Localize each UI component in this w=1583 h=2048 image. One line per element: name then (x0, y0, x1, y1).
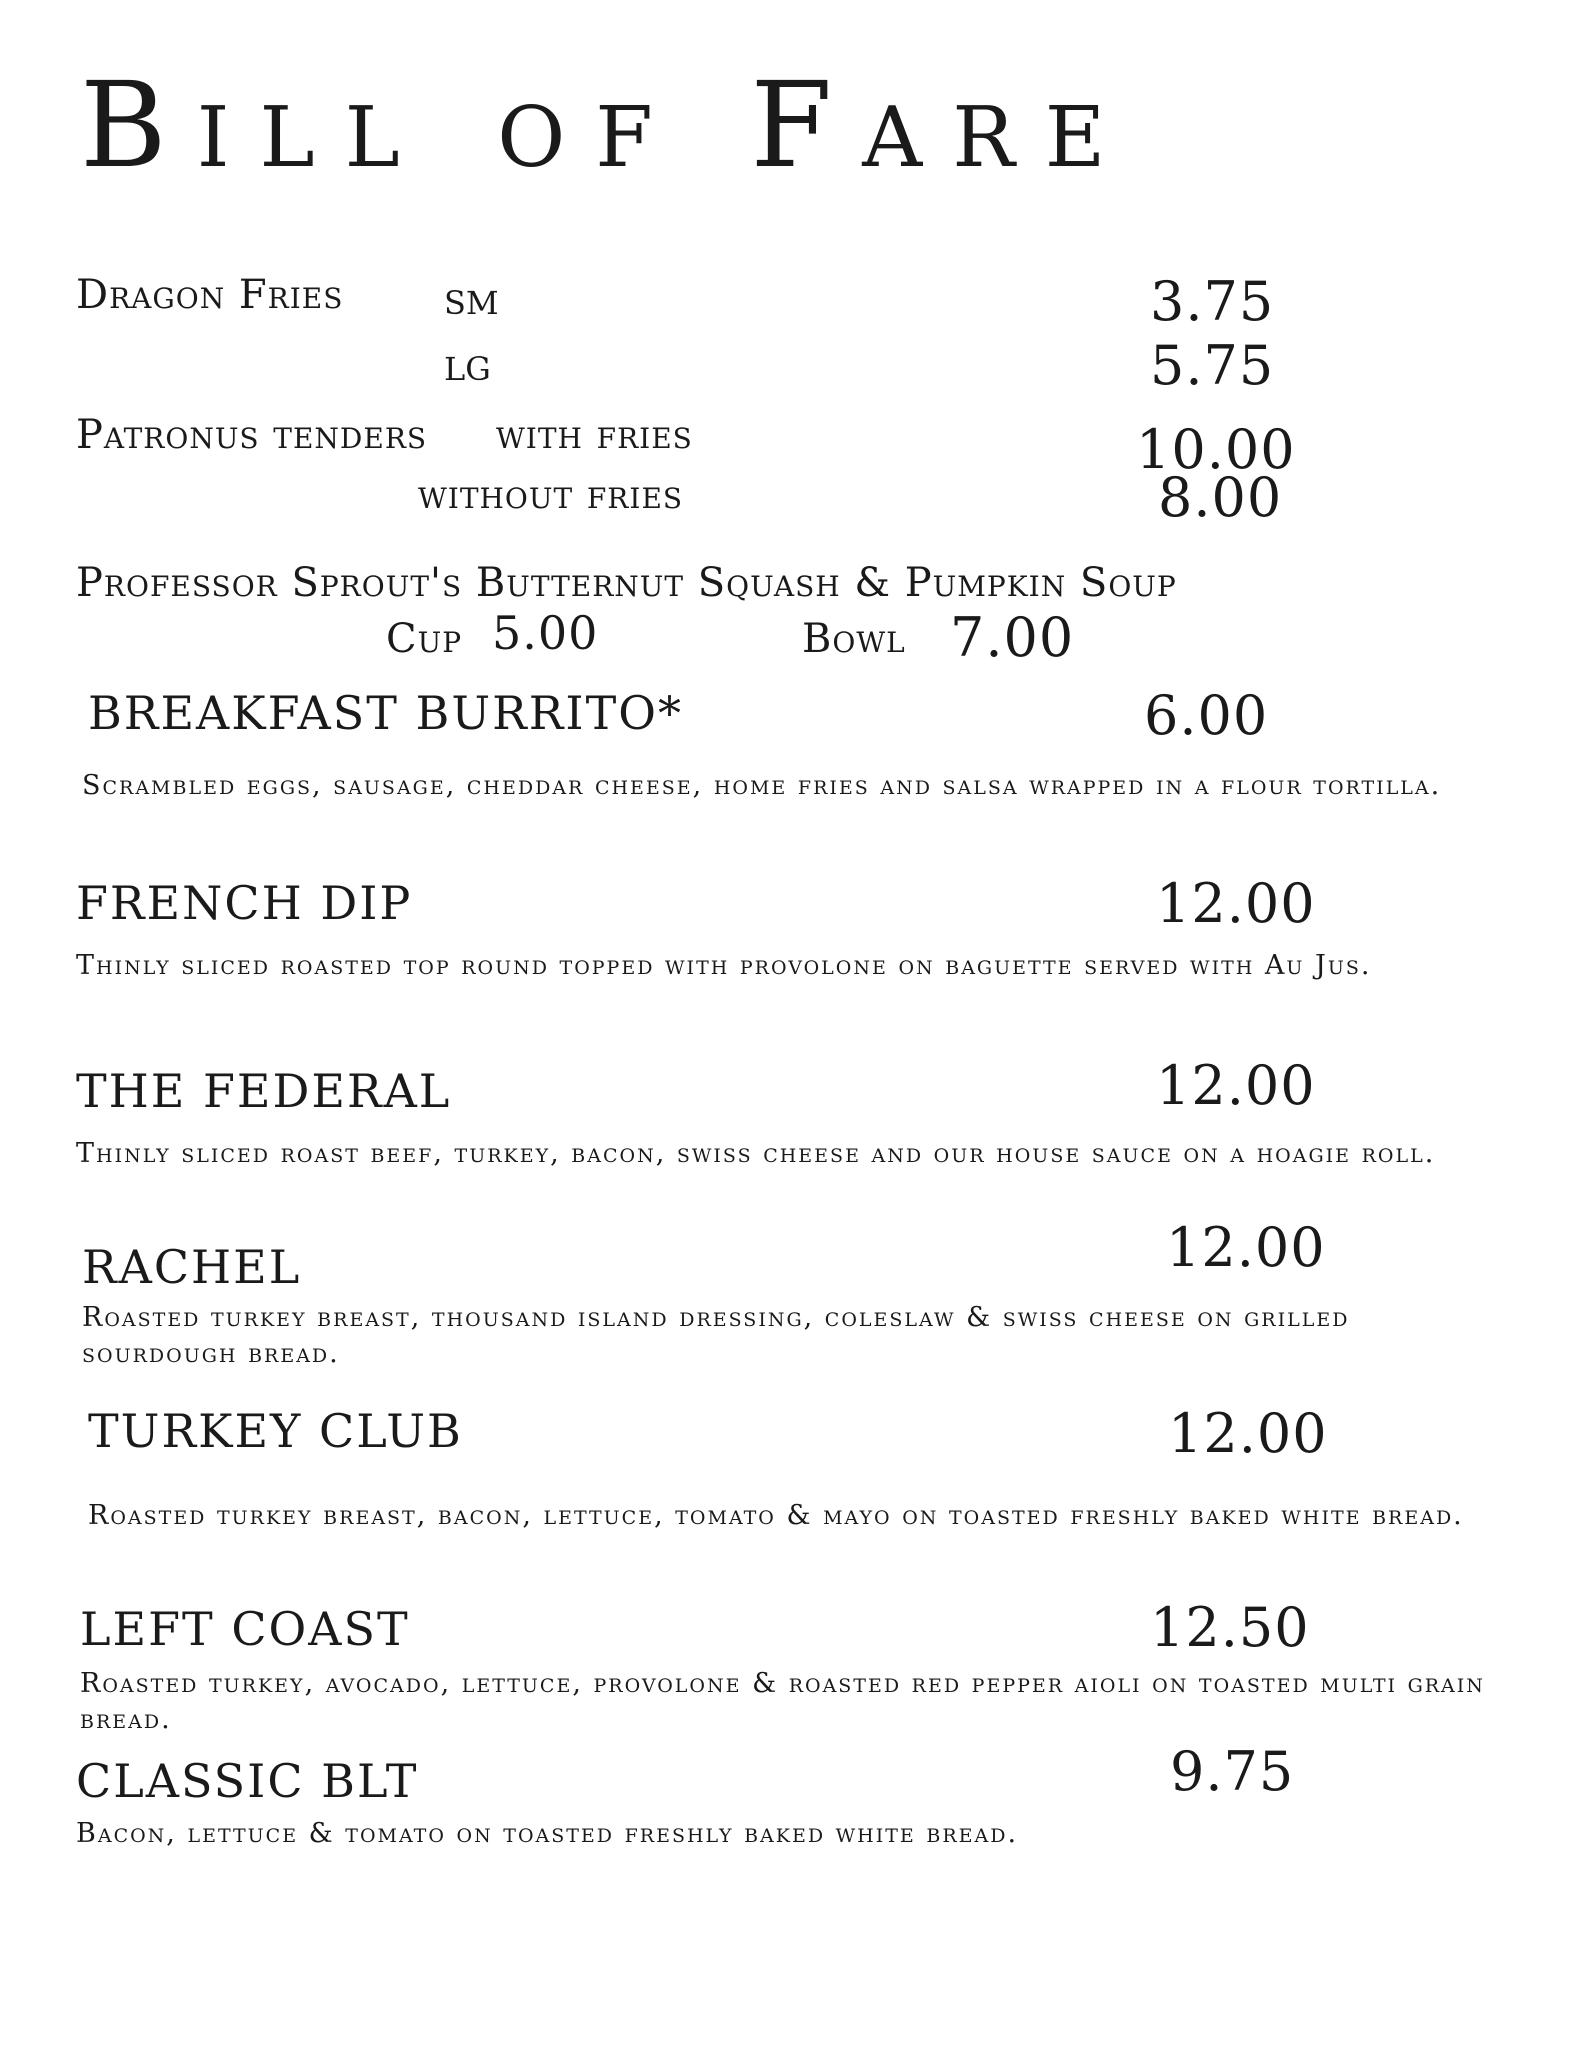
price-dragon-fries-sm: 3.75 (1150, 270, 1275, 333)
desc-breakfast-burrito: Scrambled eggs, sausage, cheddar cheese, home fries and salsa wrapped in a flour tortilla. (82, 770, 1442, 801)
option-without-fries: without fries (418, 472, 684, 518)
option-with-fries: with fries (496, 412, 693, 458)
item-name-left-coast: LEFT COAST (80, 1602, 410, 1656)
soup-cup-price: 5.00 (492, 606, 599, 660)
price-left-coast: 12.50 (1150, 1596, 1310, 1659)
item-name-turkey-club: TURKEY CLUB (88, 1404, 463, 1458)
price-rachel: 12.00 (1166, 1216, 1326, 1279)
item-name-classic-blt: CLASSIC BLT (76, 1754, 419, 1808)
desc-the-federal: Thinly sliced roast beef, turkey, bacon, swiss cheese and our house sauce on a hoagie roll. (76, 1138, 1436, 1169)
item-name-french-dip: FRENCH DIP (76, 876, 413, 930)
item-name-rachel: RACHEL (82, 1240, 302, 1294)
desc-left-coast: Roasted turkey, avocado, lettuce, provolone & roasted red pepper aioli on toasted multi grain bread. (80, 1668, 1485, 1735)
desc-rachel: Roasted turkey breast, thousand island dressing, coleslaw & swiss cheese on grilled sourdough bread. (82, 1302, 1350, 1369)
desc-turkey-club: Roasted turkey breast, bacon, lettuce, tomato & mayo on toasted freshly baked white bread. (88, 1500, 1464, 1531)
price-turkey-club: 12.00 (1168, 1402, 1328, 1465)
price-the-federal: 12.00 (1156, 1054, 1316, 1117)
size-label-lg: LG (444, 350, 491, 388)
item-name-the-federal: THE FEDERAL (76, 1064, 452, 1118)
item-name-breakfast-burrito: BREAKFAST BURRITO* (88, 686, 683, 740)
size-label-sm: SM (444, 284, 499, 322)
soup-cup-label: Cup (386, 616, 463, 662)
price-patronus-without-fries: 8.00 (1158, 466, 1283, 529)
soup-bowl-label: Bowl (802, 616, 906, 662)
price-classic-blt: 9.75 (1170, 1740, 1295, 1803)
item-name-dragon-fries: Dragon Fries (76, 272, 344, 318)
menu-title: Bill of Fare (80, 56, 1136, 194)
soup-bowl-price: 7.00 (950, 606, 1075, 669)
item-name-soup: Professor Sprout's Butternut Squash & Pumpkin Soup (76, 560, 1177, 606)
price-patronus-with-fries: 10.00 (1136, 418, 1296, 481)
desc-french-dip: Thinly sliced roasted top round topped with provolone on baguette served with Au Jus. (76, 950, 1372, 981)
price-dragon-fries-lg: 5.75 (1150, 334, 1275, 397)
desc-classic-blt: Bacon, lettuce & tomato on toasted freshly baked white bread. (76, 1818, 1019, 1849)
price-breakfast-burrito: 6.00 (1144, 684, 1269, 747)
item-name-patronus-tenders: Patronus tenders (76, 412, 428, 458)
price-french-dip: 12.00 (1156, 872, 1316, 935)
